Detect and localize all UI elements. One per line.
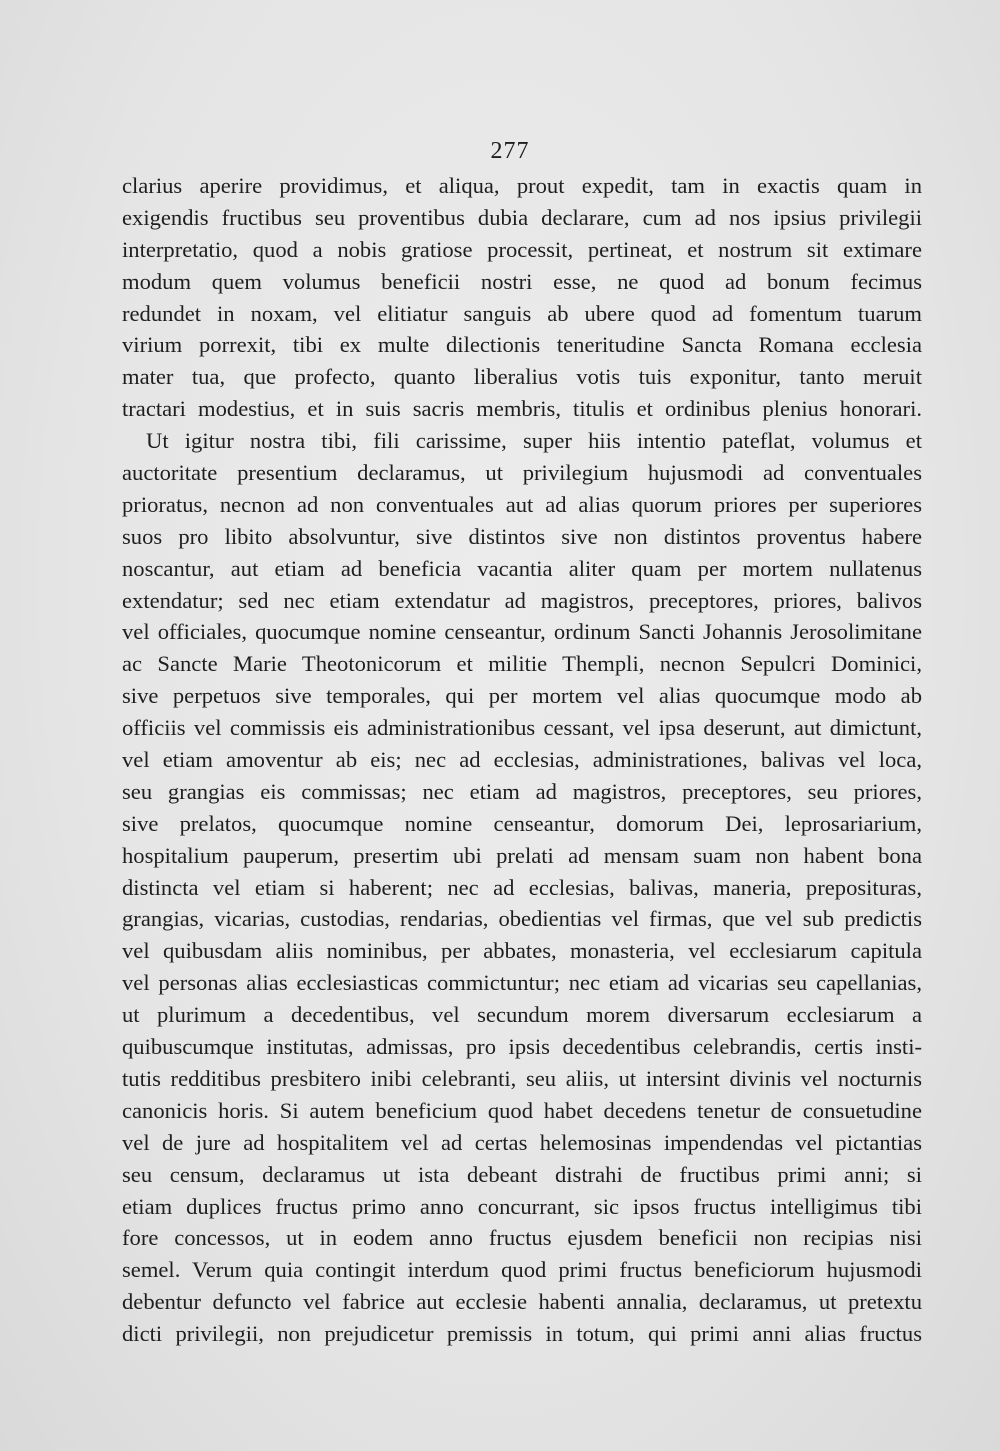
text-line: vel etiam amoventur ab eis; nec ad ecclesias, administrationes, balivas vel loca, (122, 747, 922, 773)
text-line: seu grangias eis commissas; nec etiam ad magistros, preceptores, seu priores, (122, 778, 922, 804)
text-line: vel quibusdam aliis nominibus, per abbates, monasteria, vel ecclesiarum capitula (122, 938, 922, 964)
text-line: noscantur, aut etiam ad beneficia vacantia aliter quam per mortem nullatenus (122, 555, 922, 581)
text-line: dicti privilegii, non prejudicetur premissis in totum, qui primi anni alias fructus (122, 1321, 922, 1347)
text-line: suos pro libito absolvuntur, sive distintos sive non distintos proventus habere (122, 523, 922, 549)
text-line: modum quem volumus beneficii nostri esse, ne quod ad bonum fecimus (122, 268, 922, 294)
text-line: ut plurimum a decedentibus, vel secundum morem diversarum ecclesiarum a (122, 1002, 922, 1028)
text-line: ac Sancte Marie Theotonicorum et militie Thempli, necnon Sepulcri Dominici, (122, 651, 922, 677)
text-line: clarius aperire providimus, et aliqua, prout expedit, tam in exactis quam in (122, 173, 922, 198)
text-line: officiis vel commissis eis administrationibus cessant, vel ipsa deserunt, aut dimictunt, (122, 715, 922, 741)
text-line: debentur defuncto vel fabrice aut ecclesie habenti annalia, declaramus, ut pretextu (122, 1289, 922, 1315)
page-number: 277 (490, 138, 530, 164)
text-line: vel personas alias ecclesiasticas commictuntur; nec etiam ad vicarias seu capellanias, (122, 970, 922, 996)
text-line: distincta vel etiam si haberent; nec ad ecclesias, balivas, maneria, preposituras, (122, 874, 922, 900)
text-line: redundet in noxam, vel elitiatur sanguis ab ubere quod ad fomentum tuarum (122, 300, 922, 326)
text-line: tutis redditibus presbitero inibi celebranti, seu aliis, ut intersint divinis vel nocturnis (122, 1065, 922, 1091)
text-line: fore concessos, ut in eodem anno fructus ejusdem beneficii non recipias nisi (122, 1225, 922, 1251)
text-line: mater tua, que profecto, quanto liberalius votis tuis exponitur, tanto meruit (122, 364, 922, 390)
text-line: canonicis horis. Si autem beneficium quod habet decedens tenetur de consuetudine (122, 1097, 922, 1123)
text-line: etiam duplices fructus primo anno concurrant, sic ipsos fructus intelligimus tibi (122, 1193, 922, 1219)
text-line: virium porrexit, tibi ex multe dilectionis teneritudine Sancta Romana ecclesia (122, 332, 922, 358)
text-line: prioratus, necnon ad non conventuales aut ad alias quorum priores per superiores (122, 491, 922, 517)
text-line: extendatur; sed nec etiam extendatur ad magistros, preceptores, priores, balivos (122, 587, 922, 613)
text-line: exigendis fructibus seu proventibus dubia declarare, cum ad nos ipsius privilegii (122, 204, 922, 230)
text-line: seu censum, declaramus ut ista debeant distrahi de fructibus primi anni; si (122, 1161, 922, 1187)
text-line: semel. Verum quia contingit interdum quod primi fructus beneficiorum hujusmodi (122, 1257, 922, 1283)
text-line: quibuscumque institutas, admissas, pro ipsis decedentibus celebrandis, certis insti- (122, 1034, 922, 1060)
text-line: tractari modestius, et in suis sacris membris, titulis et ordinibus plenius honorari. (122, 396, 922, 422)
text-line: vel officiales, quocumque nomine censeantur, ordinum Sancti Johannis Jerosolimitane (122, 619, 922, 645)
text-line: sive perpetuos sive temporales, qui per mortem vel alias quocumque modo ab (122, 683, 922, 709)
text-line: interpretatio, quod a nobis gratiose processit, pertineat, et nostrum sit extimare (122, 236, 922, 262)
text-line: vel de jure ad hospitalitem vel ad certas helemosinas impendendas vel pictantias (122, 1129, 922, 1155)
text-line: auctoritate presentium declaramus, ut privilegium hujusmodi ad conventuales (122, 460, 922, 486)
body-text (122, 170, 922, 1350)
text-line: grangias, vicarias, custodias, rendarias, obedientias vel firmas, que vel sub predictis (122, 906, 922, 932)
text-line: hospitalium pauperum, presertim ubi prelati ad mensam suam non habent bona (122, 842, 922, 868)
text-line: sive prelatos, quocumque nomine censeantur, domorum Dei, leprosariarium, (122, 810, 922, 836)
paragraph-start-line: Ut igitur nostra tibi, fili carissime, super hiis intentio pateflat, volumus et (146, 428, 922, 454)
